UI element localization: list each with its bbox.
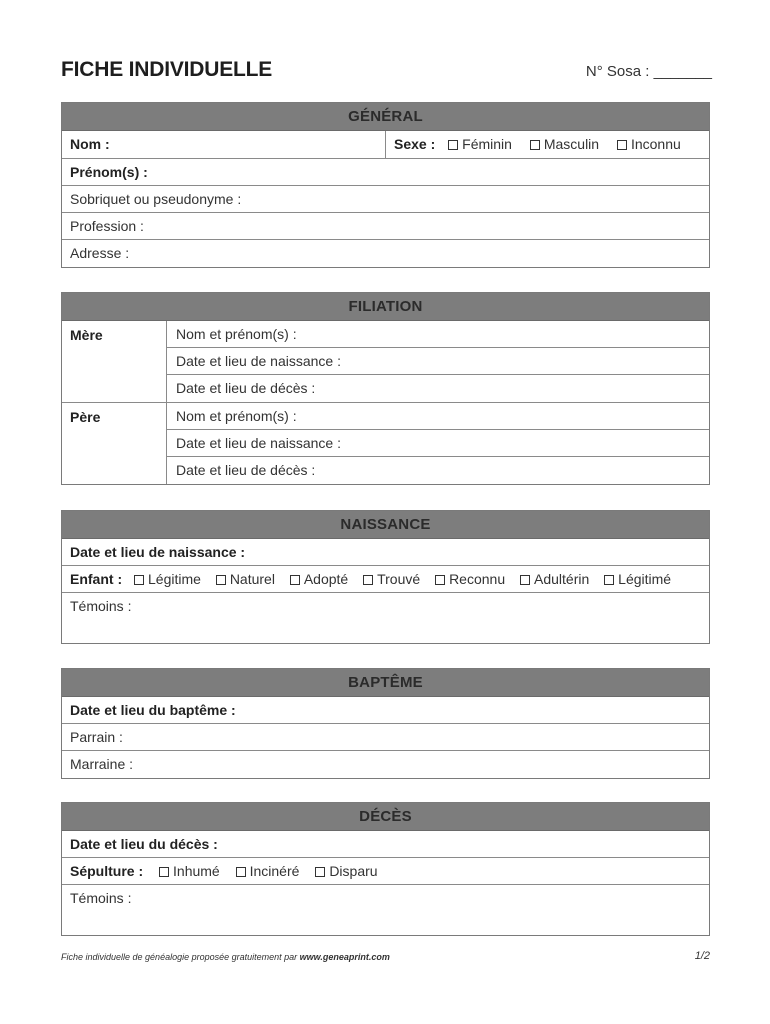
mere-naissance-field[interactable]: Date et lieu de naissance : xyxy=(167,348,709,375)
parrain-field[interactable]: Parrain : xyxy=(62,724,709,751)
deces-temoins-field[interactable]: Témoins : xyxy=(70,890,132,906)
section-deces xyxy=(61,802,710,936)
section-filiation-title: FILIATION xyxy=(62,293,709,321)
checkbox-icon[interactable] xyxy=(520,575,530,585)
section-bapteme-title: BAPTÊME xyxy=(62,669,709,697)
section-deces-title: DÉCÈS xyxy=(62,803,709,831)
sepulture-incinere-option[interactable]: Incinéré xyxy=(236,858,300,885)
section-filiation xyxy=(61,292,710,485)
footer-site-link[interactable]: www.geneaprint.com xyxy=(299,952,390,962)
deces-date-lieu-field[interactable]: Date et lieu du décès : xyxy=(62,831,709,858)
adresse-field[interactable]: Adresse : xyxy=(70,245,130,261)
page-title: FICHE INDIVIDUELLE xyxy=(61,58,273,81)
sobriquet-field[interactable]: Sobriquet ou pseudonyme : xyxy=(62,186,709,213)
marraine-field[interactable]: Marraine : xyxy=(70,756,134,772)
enfant-naturel-option[interactable]: Naturel xyxy=(216,566,275,593)
pere-nom-field[interactable]: Nom et prénom(s) : xyxy=(167,403,709,430)
enfant-legitime-option[interactable]: Légitime xyxy=(134,566,201,593)
page-number: 1/2 xyxy=(694,950,710,962)
pere-naissance-field[interactable]: Date et lieu de naissance : xyxy=(167,430,709,457)
checkbox-icon[interactable] xyxy=(448,140,458,150)
section-general-title: GÉNÉRAL xyxy=(62,103,709,131)
enfant-row xyxy=(62,566,709,593)
naissance-temoins-field[interactable]: Témoins : xyxy=(70,598,132,614)
pere-block xyxy=(62,403,709,484)
pere-deces-field[interactable]: Date et lieu de décès : xyxy=(176,462,316,478)
checkbox-icon[interactable] xyxy=(617,140,627,150)
checkbox-icon[interactable] xyxy=(134,575,144,585)
sexe-field xyxy=(386,131,709,158)
checkbox-icon[interactable] xyxy=(290,575,300,585)
enfant-label: Enfant : xyxy=(70,571,123,587)
sexe-feminin-option[interactable]: Féminin xyxy=(448,131,512,158)
pere-label: Père xyxy=(62,403,167,484)
checkbox-icon[interactable] xyxy=(159,867,169,877)
checkbox-icon[interactable] xyxy=(216,575,226,585)
sosa-number-field[interactable]: N° Sosa : _______ xyxy=(585,63,712,80)
mere-block xyxy=(62,321,709,403)
sepulture-disparu-option[interactable]: Disparu xyxy=(315,858,377,885)
enfant-reconnu-option[interactable]: Reconnu xyxy=(435,566,505,593)
nom-sexe-row xyxy=(62,131,709,159)
enfant-legitime2-option[interactable]: Légitimé xyxy=(604,566,671,593)
sexe-label: Sexe : xyxy=(394,136,436,152)
mere-nom-field[interactable]: Nom et prénom(s) : xyxy=(167,321,709,348)
checkbox-icon[interactable] xyxy=(363,575,373,585)
mere-label: Mère xyxy=(62,321,167,402)
sexe-masculin-option[interactable]: Masculin xyxy=(530,131,599,158)
checkbox-icon[interactable] xyxy=(604,575,614,585)
profession-field[interactable]: Profession : xyxy=(62,213,709,240)
mere-deces-field[interactable]: Date et lieu de décès : xyxy=(176,380,316,396)
checkbox-icon[interactable] xyxy=(236,867,246,877)
prenoms-field[interactable]: Prénom(s) : xyxy=(62,159,709,186)
enfant-adopte-option[interactable]: Adopté xyxy=(290,566,348,593)
naissance-date-lieu-field[interactable]: Date et lieu de naissance : xyxy=(62,539,709,566)
section-naissance-title: NAISSANCE xyxy=(62,511,709,539)
sepulture-label: Sépulture : xyxy=(70,863,144,879)
checkbox-icon[interactable] xyxy=(530,140,540,150)
checkbox-icon[interactable] xyxy=(435,575,445,585)
enfant-adulterin-option[interactable]: Adultérin xyxy=(520,566,589,593)
sepulture-row xyxy=(62,858,709,885)
sepulture-inhume-option[interactable]: Inhumé xyxy=(159,858,220,885)
bapteme-date-lieu-field[interactable]: Date et lieu du baptême : xyxy=(62,697,709,724)
nom-field[interactable]: Nom : xyxy=(62,131,386,158)
footer-credit: Fiche individuelle de généalogie proposée gratuitement par www.geneaprint.com xyxy=(61,952,390,962)
checkbox-icon[interactable] xyxy=(315,867,325,877)
sexe-inconnu-option[interactable]: Inconnu xyxy=(617,131,681,158)
section-general xyxy=(61,102,710,268)
enfant-trouve-option[interactable]: Trouvé xyxy=(363,566,420,593)
section-bapteme xyxy=(61,668,710,779)
section-naissance xyxy=(61,510,710,644)
